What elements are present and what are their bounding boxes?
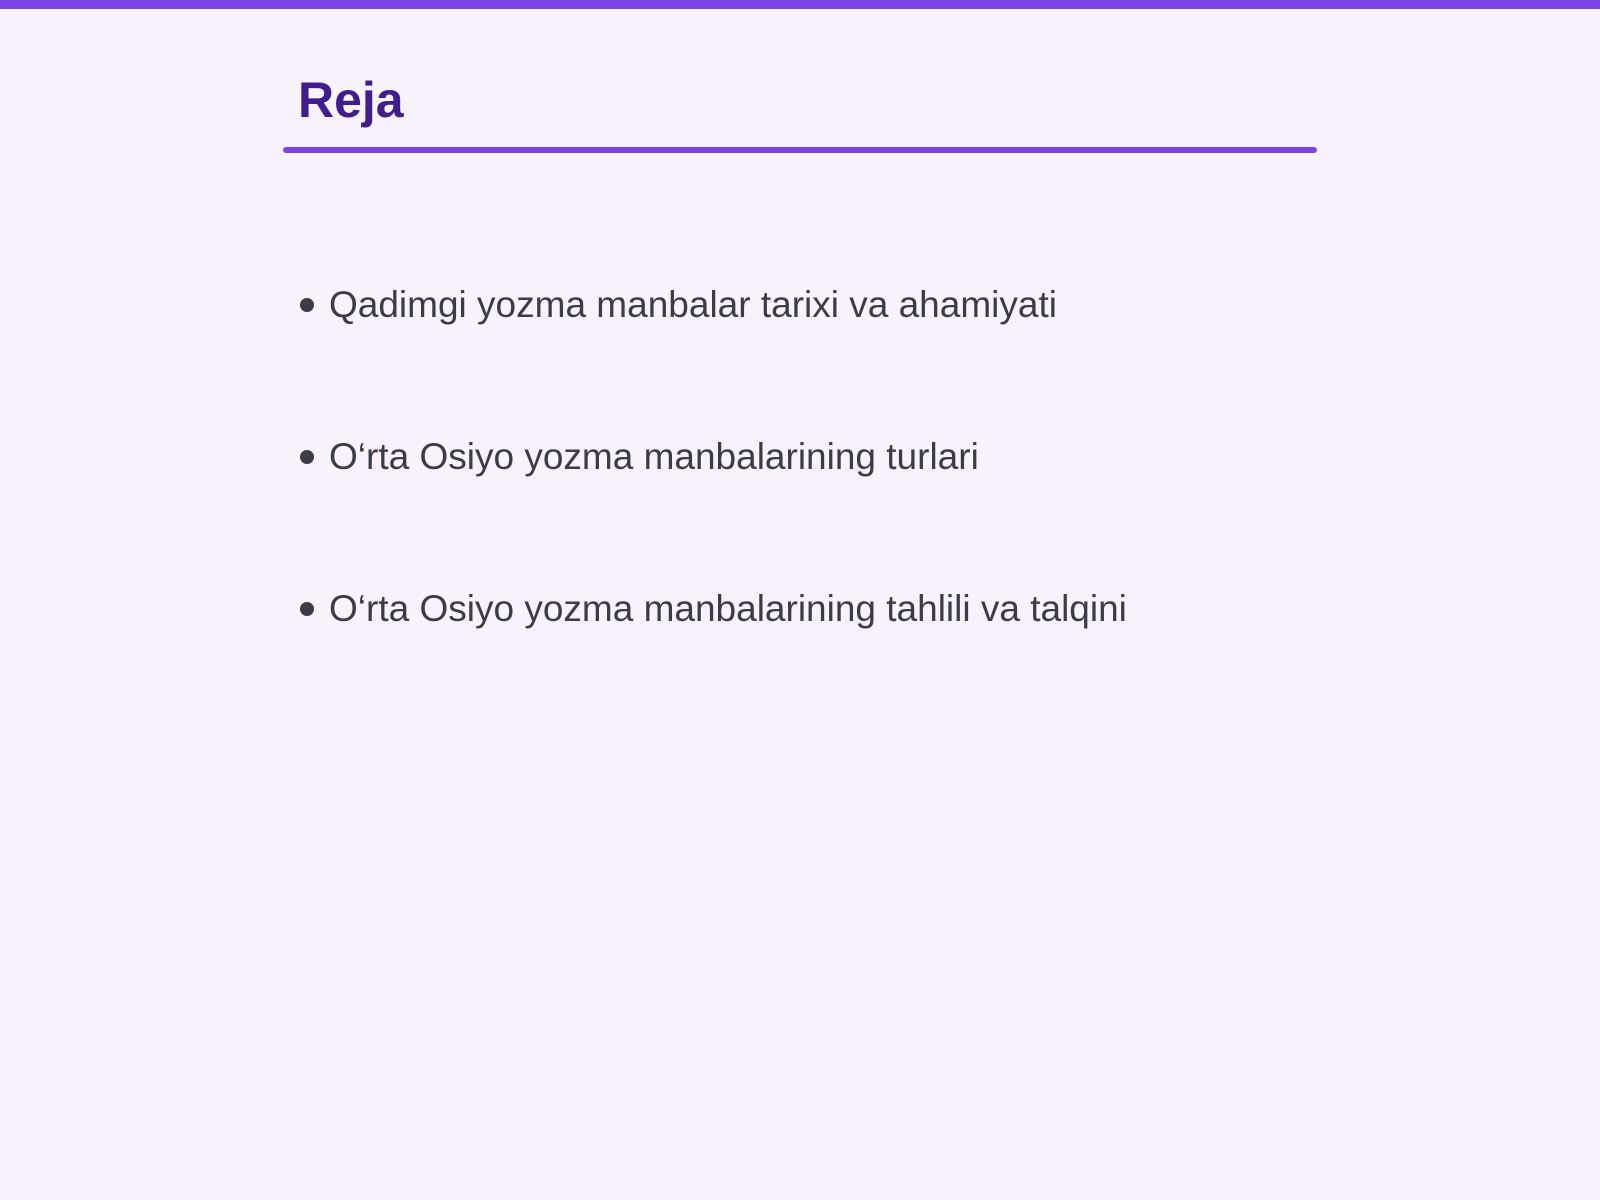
top-accent-bar [0, 0, 1600, 9]
bullet-item [300, 432, 979, 482]
bullet-text: O‘rta Osiyo yozma manbalarining tahlili va talqini [329, 588, 1127, 629]
bullet-text: O‘rta Osiyo yozma manbalarining turlari [329, 436, 979, 477]
title-underline [283, 147, 1317, 153]
bullet-dot-icon [300, 602, 314, 616]
bullet-item [300, 280, 1057, 330]
bullet-item [300, 584, 1127, 634]
bullet-dot-icon [300, 450, 314, 464]
bullet-text: Qadimgi yozma manbalar tarixi va ahamiyati [329, 284, 1057, 325]
slide-title: Reja [298, 72, 404, 128]
bullet-dot-icon [300, 298, 314, 312]
